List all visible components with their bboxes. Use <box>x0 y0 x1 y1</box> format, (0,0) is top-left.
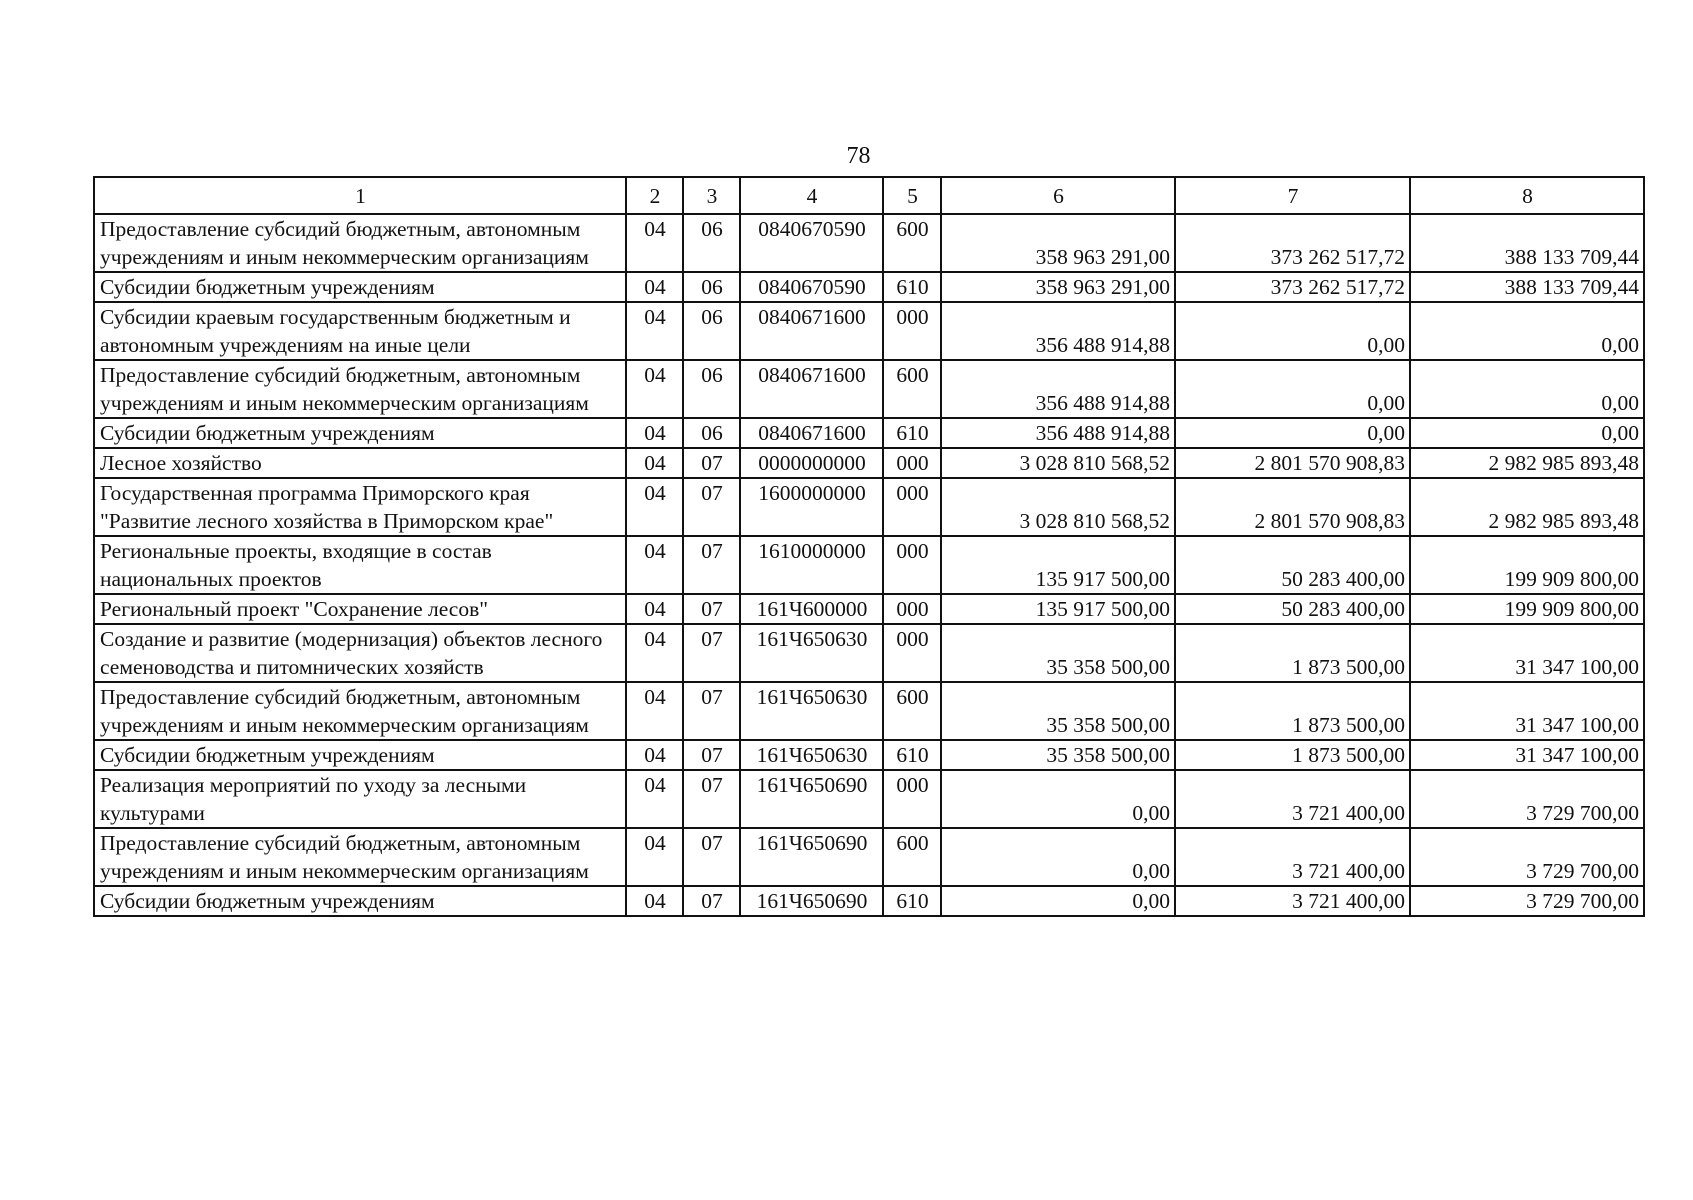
row-amount-7: 3 721 400,00 <box>1175 770 1410 828</box>
row-name: Предоставление субсидий бюджетным, автономным учреждениям и иным некоммерческим организациям <box>94 214 626 272</box>
row-name: Субсидии бюджетным учреждениям <box>94 418 626 448</box>
row-amount-8: 388 133 709,44 <box>1410 214 1644 272</box>
row-target-code: 161Ч650630 <box>740 624 883 682</box>
row-name: Субсидии краевым государственным бюджетным и автономным учреждениям на иные цели <box>94 302 626 360</box>
row-target-code: 1600000000 <box>740 478 883 536</box>
row-target-code: 161Ч650690 <box>740 770 883 828</box>
row-target-code: 161Ч650630 <box>740 740 883 770</box>
row-amount-7: 1 873 500,00 <box>1175 682 1410 740</box>
table-row <box>94 360 1644 418</box>
row-expense-type: 000 <box>883 624 941 682</box>
row-amount-8: 199 909 800,00 <box>1410 536 1644 594</box>
column-header-1: 1 <box>94 177 626 214</box>
row-amount-7: 373 262 517,72 <box>1175 214 1410 272</box>
column-header-6: 6 <box>941 177 1175 214</box>
row-expense-type: 000 <box>883 448 941 478</box>
row-section: 04 <box>626 448 683 478</box>
row-subsection: 06 <box>683 272 740 302</box>
row-section: 04 <box>626 770 683 828</box>
row-amount-7: 1 873 500,00 <box>1175 624 1410 682</box>
row-subsection: 07 <box>683 740 740 770</box>
row-subsection: 07 <box>683 770 740 828</box>
row-amount-6: 3 028 810 568,52 <box>941 478 1175 536</box>
row-amount-8: 388 133 709,44 <box>1410 272 1644 302</box>
column-header-4: 4 <box>740 177 883 214</box>
row-amount-8: 0,00 <box>1410 418 1644 448</box>
row-amount-6: 0,00 <box>941 886 1175 916</box>
column-header-8: 8 <box>1410 177 1644 214</box>
row-section: 04 <box>626 360 683 418</box>
row-name: Субсидии бюджетным учреждениям <box>94 272 626 302</box>
table-row <box>94 214 1644 272</box>
row-subsection: 07 <box>683 536 740 594</box>
row-subsection: 06 <box>683 302 740 360</box>
row-subsection: 06 <box>683 214 740 272</box>
row-amount-8: 31 347 100,00 <box>1410 740 1644 770</box>
row-name: Предоставление субсидий бюджетным, автономным учреждениям и иным некоммерческим организациям <box>94 828 626 886</box>
row-name: Лесное хозяйство <box>94 448 626 478</box>
row-amount-8: 3 729 700,00 <box>1410 828 1644 886</box>
row-expense-type: 000 <box>883 302 941 360</box>
column-header-7: 7 <box>1175 177 1410 214</box>
row-amount-7: 50 283 400,00 <box>1175 536 1410 594</box>
row-subsection: 07 <box>683 478 740 536</box>
row-amount-7: 2 801 570 908,83 <box>1175 478 1410 536</box>
row-section: 04 <box>626 536 683 594</box>
table-row <box>94 418 1644 448</box>
table-row <box>94 828 1644 886</box>
row-name: Предоставление субсидий бюджетным, автономным учреждениям и иным некоммерческим организациям <box>94 682 626 740</box>
row-amount-8: 0,00 <box>1410 360 1644 418</box>
row-section: 04 <box>626 828 683 886</box>
row-amount-8: 199 909 800,00 <box>1410 594 1644 624</box>
table-row <box>94 624 1644 682</box>
row-section: 04 <box>626 594 683 624</box>
row-target-code: 161Ч650690 <box>740 886 883 916</box>
row-target-code: 0840670590 <box>740 214 883 272</box>
row-amount-6: 356 488 914,88 <box>941 302 1175 360</box>
row-amount-8: 31 347 100,00 <box>1410 682 1644 740</box>
row-target-code: 0840671600 <box>740 302 883 360</box>
table-row <box>94 886 1644 916</box>
row-amount-6: 358 963 291,00 <box>941 214 1175 272</box>
row-target-code: 161Ч650690 <box>740 828 883 886</box>
row-name: Создание и развитие (модернизация) объектов лесного семеноводства и питомнических хозяйств <box>94 624 626 682</box>
row-expense-type: 610 <box>883 272 941 302</box>
row-name: Региональный проект "Сохранение лесов" <box>94 594 626 624</box>
table-row <box>94 302 1644 360</box>
row-amount-8: 31 347 100,00 <box>1410 624 1644 682</box>
table-row <box>94 478 1644 536</box>
row-section: 04 <box>626 418 683 448</box>
table-row <box>94 682 1644 740</box>
row-amount-6: 358 963 291,00 <box>941 272 1175 302</box>
row-amount-7: 0,00 <box>1175 418 1410 448</box>
row-target-code: 161Ч600000 <box>740 594 883 624</box>
row-amount-7: 0,00 <box>1175 360 1410 418</box>
row-section: 04 <box>626 682 683 740</box>
row-subsection: 07 <box>683 448 740 478</box>
row-subsection: 07 <box>683 624 740 682</box>
row-expense-type: 000 <box>883 770 941 828</box>
row-amount-8: 3 729 700,00 <box>1410 886 1644 916</box>
table-row <box>94 594 1644 624</box>
row-section: 04 <box>626 886 683 916</box>
column-header-3: 3 <box>683 177 740 214</box>
row-amount-7: 373 262 517,72 <box>1175 272 1410 302</box>
table-body <box>94 214 1644 916</box>
row-expense-type: 000 <box>883 478 941 536</box>
row-amount-6: 0,00 <box>941 828 1175 886</box>
page-number: 78 <box>846 143 871 169</box>
row-amount-8: 0,00 <box>1410 302 1644 360</box>
row-amount-6: 135 917 500,00 <box>941 594 1175 624</box>
row-amount-6: 3 028 810 568,52 <box>941 448 1175 478</box>
row-subsection: 06 <box>683 418 740 448</box>
row-expense-type: 610 <box>883 886 941 916</box>
row-subsection: 07 <box>683 886 740 916</box>
row-amount-7: 0,00 <box>1175 302 1410 360</box>
row-section: 04 <box>626 272 683 302</box>
row-expense-type: 600 <box>883 682 941 740</box>
row-amount-7: 2 801 570 908,83 <box>1175 448 1410 478</box>
row-name: Субсидии бюджетным учреждениям <box>94 886 626 916</box>
row-expense-type: 600 <box>883 214 941 272</box>
row-name: Субсидии бюджетным учреждениям <box>94 740 626 770</box>
row-name: Региональные проекты, входящие в состав национальных проектов <box>94 536 626 594</box>
row-target-code: 0840670590 <box>740 272 883 302</box>
row-name: Предоставление субсидий бюджетным, автономным учреждениям и иным некоммерческим организациям <box>94 360 626 418</box>
row-expense-type: 600 <box>883 828 941 886</box>
row-section: 04 <box>626 214 683 272</box>
row-section: 04 <box>626 740 683 770</box>
row-amount-7: 3 721 400,00 <box>1175 828 1410 886</box>
row-section: 04 <box>626 302 683 360</box>
row-amount-6: 35 358 500,00 <box>941 740 1175 770</box>
row-amount-6: 356 488 914,88 <box>941 360 1175 418</box>
budget-table <box>93 176 1645 917</box>
table-row <box>94 448 1644 478</box>
row-expense-type: 610 <box>883 740 941 770</box>
row-target-code: 0840671600 <box>740 360 883 418</box>
row-name: Реализация мероприятий по уходу за лесными культурами <box>94 770 626 828</box>
row-amount-6: 0,00 <box>941 770 1175 828</box>
row-amount-6: 35 358 500,00 <box>941 624 1175 682</box>
row-section: 04 <box>626 478 683 536</box>
column-header-5: 5 <box>883 177 941 214</box>
row-amount-7: 3 721 400,00 <box>1175 886 1410 916</box>
row-subsection: 07 <box>683 594 740 624</box>
row-target-code: 0840671600 <box>740 418 883 448</box>
row-amount-6: 135 917 500,00 <box>941 536 1175 594</box>
row-target-code: 0000000000 <box>740 448 883 478</box>
row-target-code: 161Ч650630 <box>740 682 883 740</box>
row-expense-type: 000 <box>883 594 941 624</box>
row-expense-type: 600 <box>883 360 941 418</box>
table-header <box>94 177 1644 214</box>
row-amount-6: 35 358 500,00 <box>941 682 1175 740</box>
row-expense-type: 610 <box>883 418 941 448</box>
column-header-2: 2 <box>626 177 683 214</box>
header-row <box>94 177 1644 214</box>
row-amount-8: 3 729 700,00 <box>1410 770 1644 828</box>
row-amount-6: 356 488 914,88 <box>941 418 1175 448</box>
table-row <box>94 272 1644 302</box>
table-row <box>94 536 1644 594</box>
row-amount-7: 1 873 500,00 <box>1175 740 1410 770</box>
row-subsection: 07 <box>683 828 740 886</box>
row-expense-type: 000 <box>883 536 941 594</box>
row-section: 04 <box>626 624 683 682</box>
table-row <box>94 770 1644 828</box>
table-row <box>94 740 1644 770</box>
row-amount-7: 50 283 400,00 <box>1175 594 1410 624</box>
row-name: Государственная программа Приморского края "Развитие лесного хозяйства в Приморском крае" <box>94 478 626 536</box>
row-amount-8: 2 982 985 893,48 <box>1410 448 1644 478</box>
row-subsection: 06 <box>683 360 740 418</box>
row-target-code: 1610000000 <box>740 536 883 594</box>
row-subsection: 07 <box>683 682 740 740</box>
row-amount-8: 2 982 985 893,48 <box>1410 478 1644 536</box>
